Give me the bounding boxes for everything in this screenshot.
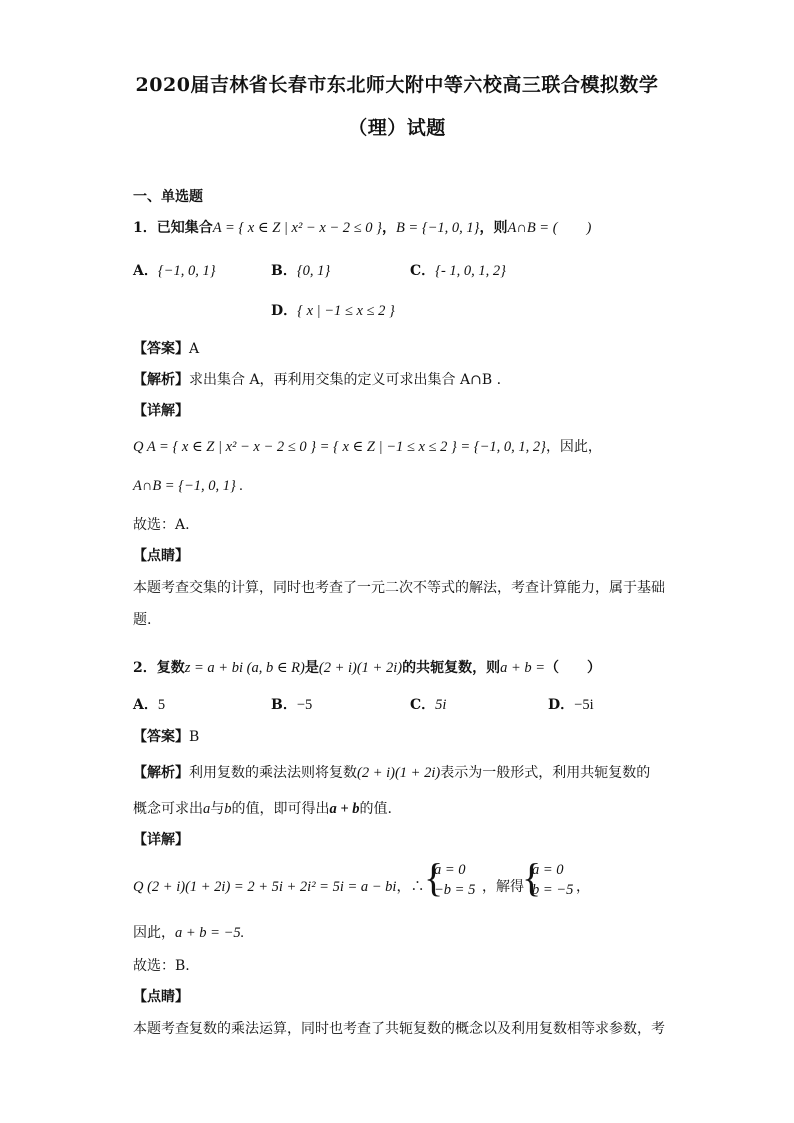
q2-system1-row1: a = 0 [434, 862, 466, 878]
q2-detail-mid: ，解得 [482, 879, 524, 895]
q2-analysis-tag: 【解析】 [133, 765, 189, 781]
q2-stem [133, 657, 601, 677]
q2-option-b-value: −5 [296, 697, 313, 713]
q2-system1-row2: −b = 5 [434, 882, 476, 898]
q2-var-a: a [203, 801, 211, 817]
q1-comment-line2: 题. [133, 612, 152, 628]
q2-analysis-text5: 的值，即可得出 [231, 801, 330, 817]
q1-answer-value: A [189, 341, 200, 357]
q2-answer-value: B [189, 729, 200, 745]
q2-analysis-expr: (2 + i)(1 + 2i) [357, 765, 441, 781]
q1-option-b-label: B． [271, 263, 297, 279]
q1-option-d-label: D． [271, 303, 298, 319]
q2-answer-tag: 【答案】 [133, 729, 189, 745]
q1-stem-suffix: ，则 [479, 220, 508, 236]
q1-detail-line1 [133, 436, 602, 456]
q1-option-c-label: C． [410, 263, 436, 279]
q2-detail-tag: 【详解】 [133, 832, 189, 848]
q1-option-a-value: {−1, 0, 1} [157, 263, 216, 279]
q2-answer [133, 726, 199, 746]
q2-stem-mid2: 的共轭复数，则 [402, 660, 501, 676]
q1-stem-prefix: 1．已知集合 [133, 220, 213, 236]
q2-option-c-value: 5i [435, 697, 447, 713]
q1-analysis [133, 369, 501, 389]
q1-sep: ， [381, 220, 396, 236]
q2-stem-prefix: 2．复数 [133, 660, 185, 676]
q1-option-b-value: {0, 1} [296, 263, 331, 279]
q2-detail-expr: Q (2 + i)(1 + 2i) = 2 + 5i + 2i² = 5i = a − bi [133, 879, 397, 895]
q1-analysis-tag: 【解析】 [133, 372, 189, 388]
q2-analysis-line2 [133, 798, 392, 818]
q1-answer [133, 338, 199, 358]
q2-therefore-text: 因此， [133, 925, 175, 941]
q2-system2-row1: a = 0 [532, 862, 564, 878]
q2-option-d [548, 694, 594, 714]
q1-stem [133, 216, 591, 237]
q1-detail-suffix: ，因此， [545, 439, 602, 455]
q2-analysis-text2: 表示为一般形式，利用共轭复数的 [440, 765, 651, 781]
q2-expr-product: (2 + i)(1 + 2i) [318, 660, 403, 676]
q1-ask: A∩B = ( ) [507, 220, 592, 236]
section-heading: 一、单选题 [133, 189, 203, 205]
q2-analysis-text6: 的值. [359, 801, 392, 817]
q2-option-c [410, 694, 446, 714]
q1-analysis-text: 求出集合 A，再利用交集的定义可求出集合 A∩B . [189, 372, 502, 388]
q2-detail-end: ， [576, 879, 590, 895]
q1-detail-line2 [133, 478, 243, 495]
q1-set-a: A = { x ∈ Z | x² − x − 2 ≤ 0 } [212, 220, 382, 236]
q2-option-a [133, 694, 165, 714]
q1-option-d-value: { x | −1 ≤ x ≤ 2 } [297, 303, 395, 319]
q1-option-a [133, 260, 216, 280]
q2-option-c-label: C． [410, 697, 436, 713]
q1-option-d [271, 300, 395, 320]
q1-option-a-label: A． [133, 263, 158, 279]
q2-detail-line [133, 876, 424, 896]
document-title-line2: （理）试题 [348, 117, 446, 139]
document-title-line1: 2020届吉林省长春市东北师大附中等六校高三联合模拟数学 [135, 74, 659, 96]
q2-system1-brace: { [424, 855, 444, 900]
q1-detail-expr: Q A = { x ∈ Z | x² − x − 2 ≤ 0 } = { x ∈ Z | −1 ≤ x ≤ 2 } = {−1, 0, 1, 2} [133, 439, 546, 455]
q2-choose: 故选：B. [133, 958, 190, 974]
q2-expr-sum: a + b = [500, 660, 546, 676]
q1-option-c [410, 260, 506, 280]
q2-therefore [133, 922, 244, 942]
q2-expr-z: z = a + bi (a, b ∈ R) [184, 660, 305, 676]
q2-equation-system-2 [522, 855, 582, 906]
q2-detail-sep: ，∴ [396, 879, 425, 895]
q1-detail-result: A∩B = {−1, 0, 1} . [133, 478, 244, 494]
q2-comment-line1: 本题考查复数的乘法运算，同时也考查了共轭复数的概念以及利用复数相等求参数，考 [133, 1021, 665, 1037]
q2-system2-row2: b = −5 [532, 882, 574, 898]
q2-system2-brace: { [522, 855, 542, 900]
q1-comment-tag: 【点睛】 [133, 548, 189, 564]
q2-analysis-text4: 与 [210, 801, 225, 817]
q2-analysis-text3: 概念可求出 [133, 801, 203, 817]
q1-set-b: B = {−1, 0, 1} [395, 220, 480, 236]
q2-option-d-value: −5i [574, 697, 594, 713]
q2-analysis-line1 [133, 762, 650, 782]
q2-option-d-label: D． [548, 697, 575, 713]
q1-option-c-value: {- 1, 0, 1, 2} [435, 263, 506, 279]
q2-comment-tag: 【点睛】 [133, 989, 189, 1005]
q2-option-a-value: 5 [157, 697, 166, 713]
q2-ask: （ ） [545, 660, 602, 676]
q2-therefore-expr: a + b = −5. [175, 925, 245, 941]
q1-answer-tag: 【答案】 [133, 341, 189, 357]
q2-var-b: b [224, 801, 232, 817]
q2-option-b [271, 694, 312, 714]
q1-comment-line1: 本题考查交集的计算，同时也考查了一元二次不等式的解法，考查计算能力，属于基础 [133, 580, 665, 596]
q2-analysis-text1: 利用复数的乘法法则将复数 [189, 765, 357, 781]
q1-detail-tag: 【详解】 [133, 403, 189, 419]
q1-option-b [271, 260, 330, 280]
q2-option-a-label: A． [133, 697, 158, 713]
q2-stem-mid: 是 [304, 660, 319, 676]
q1-choose: 故选：A. [133, 517, 190, 533]
q2-option-b-label: B． [271, 697, 297, 713]
q2-var-ab: a + b [329, 801, 360, 817]
